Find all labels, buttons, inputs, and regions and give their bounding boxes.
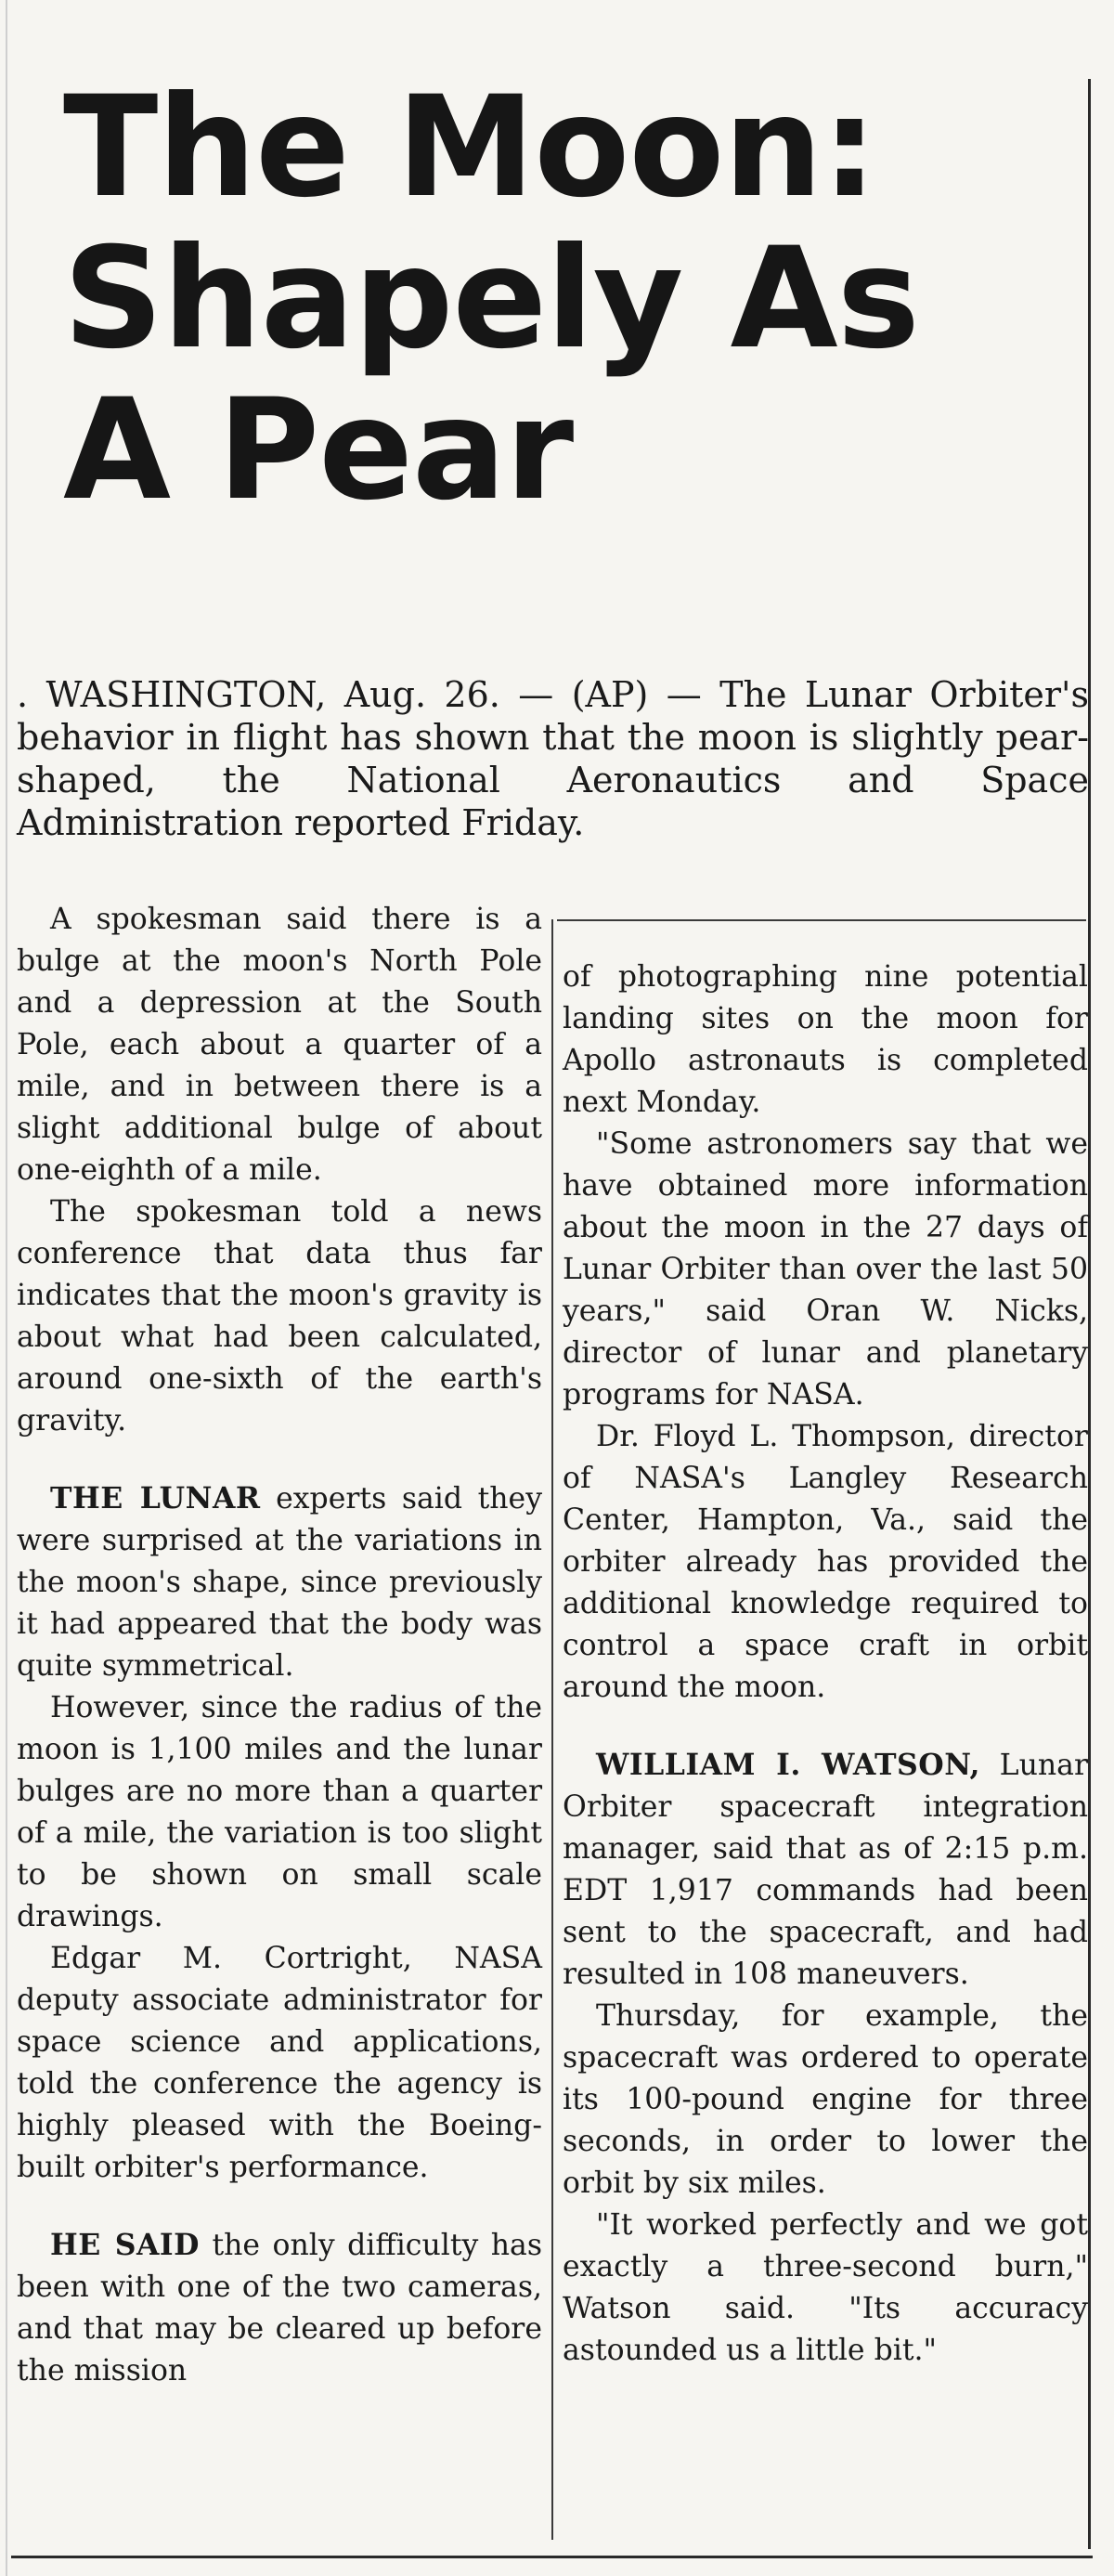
paragraph: Thursday, for example, the spacecraft was ordered to operate its 100-pound engine for three seconds, in order to lower the orbit by six miles.: [563, 1999, 1088, 2200]
paragraph: Dr. Floyd L. Thompson, director of NASA's Langley Research Center, Hampton, Va., said the orbiter already has provided the additional knowledge required to control a space craft in orbit around the moon.: [563, 1420, 1088, 1704]
paragraph-text: the only difficulty has been with one of the two cameras, and that may be cleared up before the mission: [17, 2229, 542, 2387]
headline: [63, 67, 1075, 531]
paragraph-text: Lunar Orbiter spacecraft integration manager, said that as of 2:15 p.m. EDT 1,917 commands had been sent to the spacecraft, and had resulted in 108 maneuvers.: [563, 1749, 1088, 1991]
bottom-rule: [11, 2556, 1093, 2558]
paragraph: "It worked perfectly and we got exactly a three-second burn," Watson said. "Its accuracy astounded us a little bit.": [563, 2208, 1088, 2367]
paragraph: [17, 2224, 542, 2392]
headline-line-1: The Moon:: [63, 67, 877, 228]
column-separator: [551, 919, 553, 2540]
paragraph: However, since the radius of the moon is 1,100 miles and the lunar bulges are no more than a quarter of a mile, the variation is too slight to be shown on small scale drawings.: [17, 1691, 542, 1933]
subhead-lead-in: HE SAID: [50, 2228, 200, 2262]
paragraph: [563, 1744, 1088, 1996]
headline-line-3: A Pear: [63, 370, 574, 531]
subhead-lead-in: WILLIAM I. WATSON,: [596, 1748, 980, 1782]
headline-line-2: Shapely As: [63, 218, 919, 380]
subhead-lead-in: THE LUNAR: [50, 1481, 261, 1516]
article-column-2: [563, 956, 1088, 2372]
paragraph-text: experts said they were surprised at the variations in the moon's shape, since previously it had appeared that the body was quite symmetrical.: [17, 1482, 542, 1683]
left-edge-rule: [6, 0, 7, 2576]
right-column-rule: [1088, 79, 1091, 2549]
paragraph: A spokesman said there is a bulge at the moon's North Pole and a depression at the South Pole, each about a quarter of a mile, and in between there is a slight additional bulge of about one-eighth of a mile.: [17, 903, 542, 1187]
column-top-rule: [557, 919, 1086, 921]
lead-paragraph: . WASHINGTON, Aug. 26. — (AP) — The Lunar Orbiter's behavior in flight has shown that the moon is slightly pear-shaped, the National Aeronautics and Space Administration reported Friday.: [17, 674, 1089, 843]
paragraph: "Some astronomers say that we have obtained more information about the moon in the 27 days of Lunar Orbiter than over the last 50 years," said Oran W. Nicks, director of lunar and planetary programs for NASA.: [563, 1127, 1088, 1412]
paragraph: Edgar M. Cortright, NASA deputy associate administrator for space science and applications, told the conference the agency is highly pleased with the Boeing-built orbiter's performance.: [17, 1942, 542, 2184]
paragraph: [17, 1477, 542, 1687]
article-column-1: [17, 899, 542, 2392]
paragraph: of photographing nine potential landing sites on the moon for Apollo astronauts is completed next Monday.: [563, 960, 1088, 1119]
paragraph: The spokesman told a news conference that data thus far indicates that the moon's gravity is about what had been calculated, around one-sixth of the earth's gravity.: [17, 1195, 542, 1438]
